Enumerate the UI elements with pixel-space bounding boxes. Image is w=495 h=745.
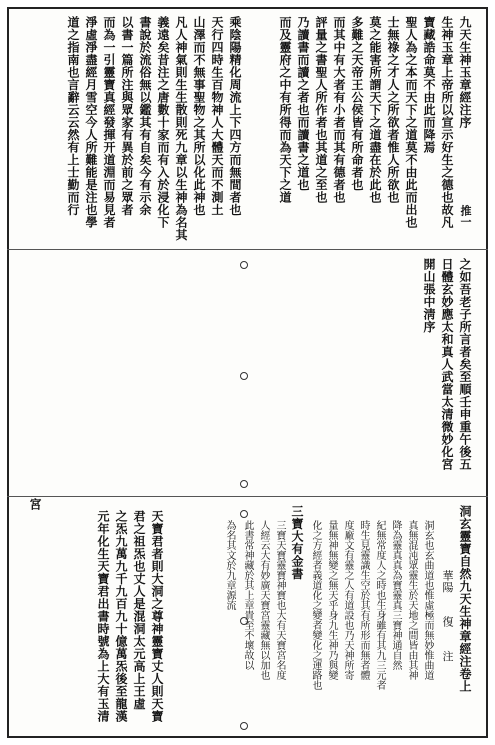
binding-hole bbox=[240, 510, 248, 518]
text-column: 元年化生天寶君出書時號為上大有玉清 bbox=[96, 510, 110, 723]
panel-divider-top bbox=[7, 249, 488, 250]
text-column: 義遠矣昔注之唐數十家而有入於浸化下 bbox=[156, 16, 170, 229]
text-column: 日體玄妙應太和真人武當太清微妙化宮 bbox=[440, 258, 454, 471]
commentary-column: 度廠文有靈之人有道設也乃天神所寄 bbox=[342, 520, 353, 680]
commentary-column: 紀無常度人之時也生身雖有其九三元者 bbox=[374, 520, 385, 690]
volume-mark: 推一 bbox=[459, 205, 472, 227]
binding-hole bbox=[240, 372, 248, 380]
commentary-column: 量無神無變之無天乎身九生神乃與變 bbox=[326, 520, 337, 680]
text-column: 山澤而不無事聖物之其所以化此神也 bbox=[192, 16, 206, 216]
commentary-column: 人經云大有妙廣天寶宮靈藏無以加也 bbox=[258, 520, 269, 680]
commentary-column: 化之方經者義道化之變者變化之運路也 bbox=[310, 520, 321, 690]
commentary-column: 降為靈真真為寶靈真三寶神通自然 bbox=[390, 520, 401, 670]
binding-hole bbox=[240, 261, 248, 269]
commentary-column: 為名其文於九章源流 bbox=[224, 520, 235, 610]
commentary-column: 此書常神藏於其上章貴至不壞故以 bbox=[242, 520, 253, 670]
text-column: 天寶君者則大洞之尊神靈寶丈人則天寶 bbox=[150, 510, 164, 723]
commentary-column: 時生見靈識生空於其有所形而無者體 bbox=[358, 520, 369, 680]
commentary-column: 真無混沌眾靈生於天地之間皆由其神 bbox=[406, 520, 417, 680]
chapter-title: 洞玄靈寶自然九天生神章經注卷上 bbox=[458, 505, 472, 693]
text-column: 乃讀書而讀之者也而讀書之道也 bbox=[296, 16, 310, 191]
text-column: 寶藏誥命莫不由此而降焉 bbox=[422, 16, 436, 154]
author-line: 華陽 復 注 bbox=[441, 570, 454, 662]
panel-divider-bottom bbox=[7, 496, 488, 497]
text-column: 之炁九萬九千九百九十億萬炁後至龍漢 bbox=[114, 510, 128, 723]
text-column: 以書一篇所注與眾家有異於前之眾者 bbox=[120, 16, 134, 216]
text-column: 之如吾老子所言者矣至順壬申重午後五 bbox=[458, 258, 472, 471]
text-column: 而為一引靈寶真經發揮开道淵而易見者 bbox=[102, 16, 116, 229]
text-column: 書說於流俗無以鑑其有自矣今有示余 bbox=[138, 16, 152, 216]
commentary-column: 洞玄也玄曲道也惟虛極而無妙惟曲道 bbox=[422, 520, 433, 680]
text-column: 天行四時生百物神人大體天而不測土 bbox=[210, 16, 224, 216]
preface-title: 九天生神玉章經注序 bbox=[458, 16, 472, 129]
preface-signature: 開山張中淸序 bbox=[422, 258, 436, 333]
text-column: 評量之書聖人所作者也其道之至也 bbox=[314, 16, 328, 204]
text-column: 宮 bbox=[28, 498, 42, 511]
text-column: 而及靈府之中有所得而為天下之道 bbox=[278, 16, 292, 204]
text-column: 生神玉章上帝所以宣示好生之德也故凡 bbox=[440, 16, 454, 229]
text-column: 乘陰陽精化周流上下四方而無間者也 bbox=[228, 16, 242, 216]
text-column: 莫之能害所謂天下之道盡在於此也 bbox=[368, 16, 382, 204]
text-column: 道之指南也言辭云云然有上士勤而行 bbox=[66, 16, 80, 216]
text-column: 而其中有大者有小者而其有德者也 bbox=[332, 16, 346, 204]
section-heading: 三寶大有金書 bbox=[290, 505, 304, 580]
text-column: 聖人為之本而天下之道莫不由此而出也 bbox=[404, 16, 418, 229]
text-column: 君之祖炁也丈人是混洞太元高上王虛 bbox=[132, 510, 146, 710]
binding-hole bbox=[240, 722, 248, 730]
text-column: 凡人神氣則生生散則死九章以生神為名其 bbox=[174, 16, 188, 241]
text-column: 多難之天帝王公侯皆有所命者也 bbox=[350, 16, 364, 191]
commentary-column: 三寶天寶靈寶神寶也大有天寶宮名度 bbox=[274, 520, 285, 680]
text-column: 淨虛淨盡經月雪空今人所難能是注也學 bbox=[84, 16, 98, 229]
text-column: 士無祿之才人之所欲者惟人所欲也 bbox=[386, 16, 400, 204]
binding-hole bbox=[240, 480, 248, 488]
